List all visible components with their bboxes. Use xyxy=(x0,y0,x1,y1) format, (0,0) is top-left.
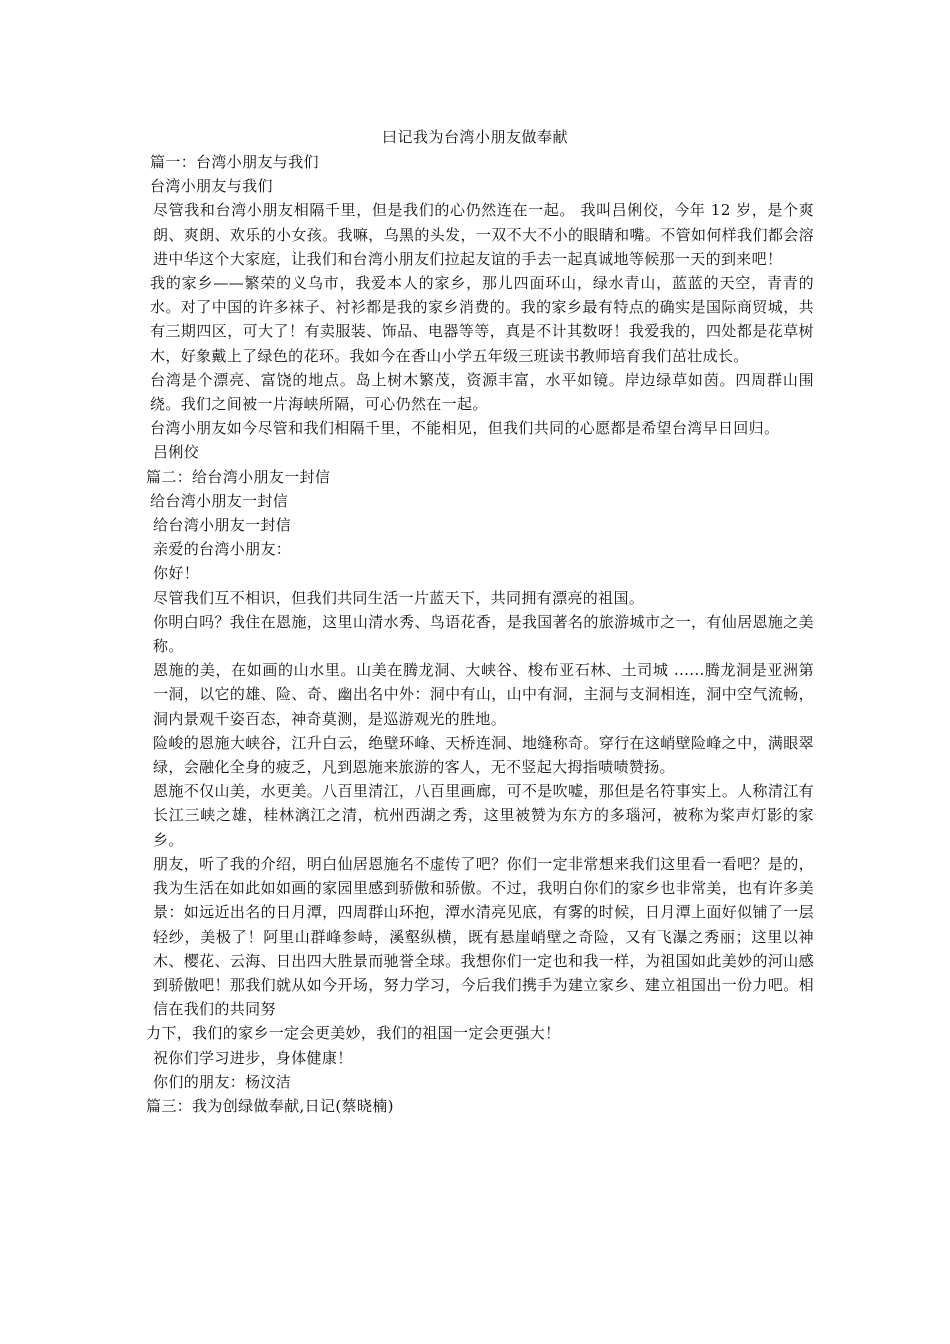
paragraph: 尽管我们互不相识，但我们共同生活一片蓝天下，共同拥有漂亮的祖国。 xyxy=(153,588,645,607)
paragraph: 篇二：给台湾小朋友一封信 xyxy=(146,467,331,486)
paragraph: 给台湾小朋友一封信 xyxy=(153,516,292,535)
paragraph: 篇三：我为创绿做奉献,日记(蔡晓楠) xyxy=(146,1096,394,1115)
paragraph: 给台湾小朋友一封信 xyxy=(150,491,289,510)
paragraph: 尽管我和台湾小朋友相隔千里，但是我们的心仍然连在一起。 我叫吕俐佼，今年 12 岁，是个爽朗、爽朗、欢乐的小女孩。我嘛，乌黑的头发，一双不大不小的眼睛和嘴。不管如何样我们都会溶进中华这个大家庭，让我们和台湾小朋友们拉起友谊的手去一起真诚地等候那一天的到来吧！ xyxy=(153,201,814,268)
paragraph: 吕俐佼 xyxy=(153,443,200,462)
paragraph: 你好！ xyxy=(153,564,200,583)
paragraph: 台湾是个漂亮、富饶的地点。岛上树木繁茂，资源丰富，水平如镜。岸边绿草如茵。四周群山围绕。我们之间被一片海峡所隔，可心仍然在一起。 xyxy=(150,370,814,414)
paragraph: 亲爱的台湾小朋友： xyxy=(153,540,292,559)
paragraph: 恩施不仅山美，水更美。八百里清江，八百里画廊，可不是吹嘘，那但是名符事实上。人称清江有长江三峡之雄，桂林漓江之清，杭州西湖之秀，这里被赞为东方的多瑙河，被称为桨声灯影的家乡。 xyxy=(153,782,814,849)
paragraph: 朋友，听了我的介绍，明白仙居恩施名不虚传了吧？你们一定非常想来我们这里看一看吧？是的，我为生活在如此如如画的家园里感到骄傲和骄傲。不过，我明白你们的家乡也非常美，也有许多美景：如远近出名的日月潭，四周群山环抱，潭水清亮见底，有雾的时候，日月潭上面好似铺了一层轻纱，美极了！阿里山群峰参峙，溪壑纵横，既有悬崖峭壁之奇险，又有飞瀑之秀丽；这里以神木、樱花、云海、日出四大胜景而驰誉全球。我想你们一定也和我一样，为祖国如此美妙的河山感到骄傲吧！那我们就从如今开场，努力学习，今后我们携手为建立家乡、建立祖国出一份力吧。相信在我们的共同努 xyxy=(153,854,814,1019)
paragraph: 恩施的美，在如画的山水里。山美在腾龙洞、大峡谷、梭布亚石林、土司城 ......腾龙洞是亚洲第一洞，以它的雄、险、奇、幽出名中外：洞中有山，山中有洞，主洞与支洞相连，洞中空气流畅，洞内景观千姿百态，神奇莫测，是巡游观光的胜地。 xyxy=(153,661,814,728)
paragraph: 你们的朋友：杨汶洁 xyxy=(153,1072,292,1091)
paragraph: 台湾小朋友如今尽管和我们相隔千里，不能相见，但我们共同的心愿都是希望台湾早日回归。 xyxy=(150,419,780,438)
paragraph: 篇一：台湾小朋友与我们 xyxy=(150,153,319,171)
paragraph: 台湾小朋友与我们 xyxy=(150,177,273,196)
document-body xyxy=(146,150,814,1118)
paragraph: 祝你们学习进步，身体健康！ xyxy=(153,1048,353,1067)
paragraph: 险峻的恩施大峡谷，江升白云，绝壁环峰、天桥连洞、地缝称奇。穿行在这峭壁险峰之中，满眼翠绿，会融化全身的疲乏，凡到恩施来旅游的客人，无不竖起大拇指啧啧赞扬。 xyxy=(153,733,814,777)
paragraph: 我的家乡——繁荣的义乌市，我爱本人的家乡，那儿四面环山，绿水青山，蓝蓝的天空，青青的水。对了中国的许多袜子、衬衫都是我的家乡消费的。我的家乡最有特点的确实是国际商贸城，共有三期四区，可大了！有卖服装、饰品、电器等等，真是不计其数呀！我爱我的，四处都是花草树木，好象戴上了绿色的花环。我如今在香山小学五年级三班读书教师培育我们茁壮成长。 xyxy=(150,274,814,365)
document-title: 曰记我为台湾小朋友做奉献 xyxy=(381,128,568,146)
paragraph: 力下，我们的家乡一定会更美妙，我们的祖国一定会更强大！ xyxy=(146,1024,561,1043)
paragraph: 你明白吗？我住在恩施，这里山清水秀、鸟语花香，是我国著名的旅游城市之一，有仙居恩施之美称。 xyxy=(153,612,814,656)
